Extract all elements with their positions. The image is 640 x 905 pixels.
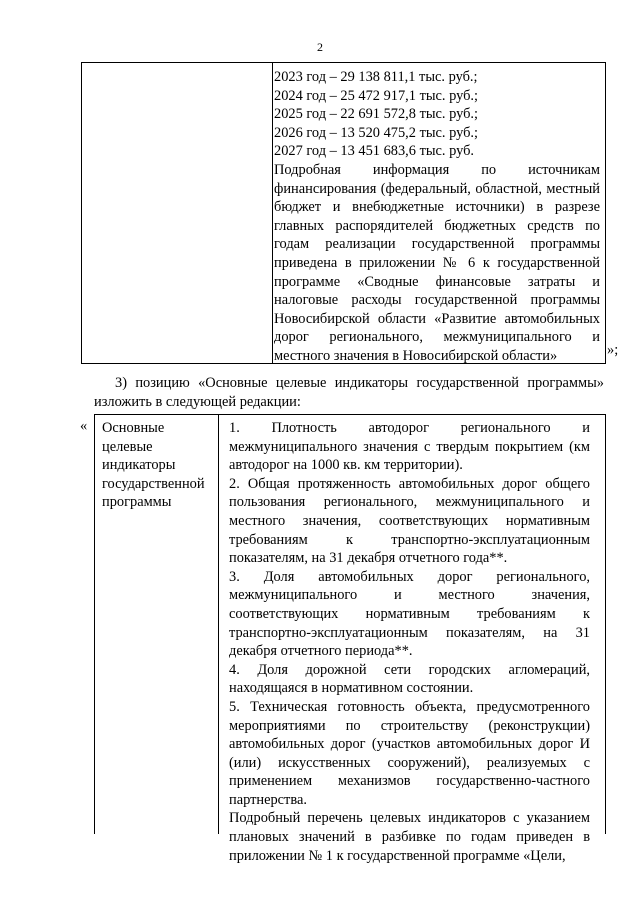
indicator-item-4: 4. Доля дорожной сети городских агломераций, находящаяся в нормативном состоянии. (229, 661, 590, 697)
funding-detail-text: Подробная информация по источникам финансирования (федеральный, областной, местный бюджет и внебюджетные источники) в разрезе главных распорядителей бюджетных средств по годам реализации государственной программы приведена в приложении № 6 к государственной программе «Сводные финансовые затраты и налоговые расходы государственной программы Новосибирской области «Развитие автомобильных дорог регионального, межмуниципального и местного значения в Новосибирской области» (274, 161, 600, 364)
closing-quote-mark: »; (607, 342, 619, 358)
funding-year-2025: 2025 год – 22 691 572,8 тыс. руб.; (274, 106, 479, 123)
funding-year-2024: 2024 год – 25 472 917,1 тыс. руб.; (274, 87, 479, 104)
funding-table (81, 62, 606, 364)
indicators-label: Основные целевые индикаторы государственной программы (102, 420, 205, 511)
funding-year-2027: 2027 год – 13 451 683,6 тыс. руб. (274, 143, 475, 160)
indicator-item-1: 1. Плотность автодорог регионального и межмуниципального значения с твердым покрытием (км автодорог на 1000 кв. км территории). (229, 420, 590, 474)
indicator-item-2: 2. Общая протяженность автомобильных дорог общего пользования регионального, межмуниципального и местного значения, соответствующих нормативным требованиям к транспортно-эксплуатационным показателям, на 31 декабря отчетного года**. (229, 475, 590, 567)
indicators-list (229, 419, 590, 865)
funding-year-2026: 2026 год – 13 520 475,2 тыс. руб.; (274, 124, 479, 141)
page-number: 2 (317, 40, 323, 54)
indicator-item-5: 5. Техническая готовность объекта, предусмотренного мероприятиями по строительству (реконструкции) автомобильных дорог (участков автомобильных дорог И (или) искусственных сооружений), реализуемых с применением механизмов государственно-частного партнерства. (229, 698, 590, 808)
column-divider (218, 415, 219, 834)
column-divider (272, 63, 273, 363)
funding-cell (274, 68, 600, 366)
indicator-detail-text: Подробный перечень целевых индикаторов с указанием плановых значений в разбивке по годам приведен в приложении № 1 к государственной программе «Цели, (229, 810, 590, 864)
indicator-item-3: 3. Доля автомобильных дорог регионального, межмуниципального и местного значения, соответствующих нормативным требованиям к транспортно-эксплуатационным показателям, на 31 декабря отчетного периода**. (229, 568, 590, 660)
indicators-table (94, 414, 606, 864)
opening-quote-mark: « (80, 418, 88, 434)
amendment-paragraph: 3) позицию «Основные целевые индикаторы государственной программы» изложить в следующей редакции: (94, 375, 604, 410)
funding-year-2023: 2023 год – 29 138 811,1 тыс. руб.; (274, 69, 478, 85)
